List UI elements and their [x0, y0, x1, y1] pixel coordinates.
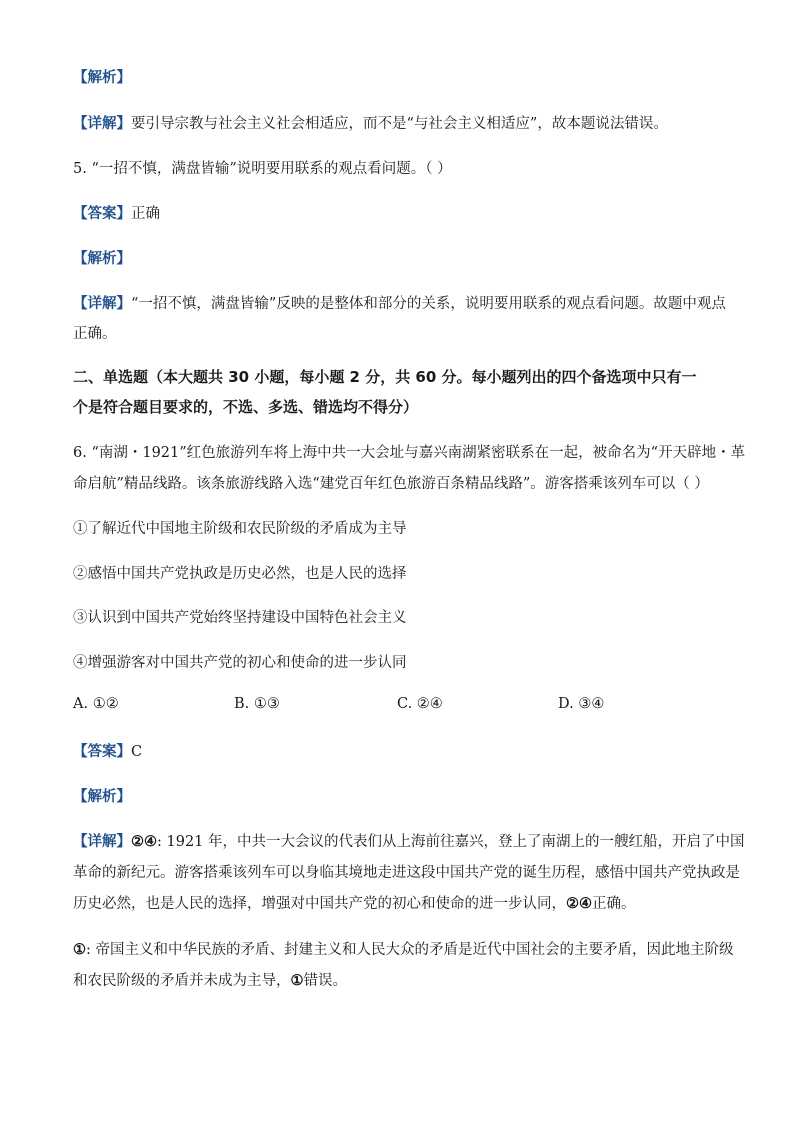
q6-detail-text-3-end: 正确。: [592, 896, 636, 912]
q6-statement-2: ②感悟中国共产党执政是历史必然，也是人民的选择: [73, 566, 407, 582]
q6-answer-line: [73, 740, 723, 761]
q6-stem-line-2: 命启航”精品线路。该条旅游线路入选“建党百年红色旅游百条精品线路”。游客搭乘该列车可以（ ）: [73, 476, 709, 492]
jiexi-label: 【解析】: [73, 789, 131, 805]
q5-detail-text-1: “一招不慎，满盘皆输”反映的是整体和部分的关系，说明要用联系的观点看问题。故题中观点: [131, 296, 726, 312]
q6-statement-1: ①了解近代中国地主阶级和农民阶级的矛盾成为主导: [73, 521, 407, 537]
option-c: C. ②④: [397, 696, 443, 712]
q5-question: 5. “一招不慎，满盘皆输”说明要用联系的观点看问题。（ ）: [73, 161, 452, 177]
q6-statement-3: ③认识到中国共产党始终坚持建设中国特色社会主义: [73, 610, 407, 626]
detail-marker: ②④: [131, 833, 157, 850]
note-marker: ①: [290, 972, 304, 989]
q6-note-text-1: : 帝国主义和中华民族的矛盾、封建主义和人民大众的矛盾是近代中国社会的主要矛盾，因此地主阶级: [86, 942, 734, 958]
section-title-line-2: 个是符合题目要求的，不选、多选、错选均不得分）: [73, 398, 419, 416]
option-a: A. ①②: [73, 696, 119, 712]
q4-detail-line: [73, 112, 723, 133]
q6-detail-line-3: [73, 892, 723, 913]
q6-detail-line-1: [73, 830, 745, 851]
q4-detail-text: 要引导宗教与社会主义社会相适应，而不是“与社会主义相适应”，故本题说法错误。: [131, 116, 668, 132]
q6-statement-4: ④增强游客对中国共产党的初心和使命的进一步认同: [73, 655, 407, 671]
xiangjie-label: 【详解】: [73, 834, 131, 850]
answer-label: 【答案】: [73, 744, 131, 760]
q6-answer: C: [131, 744, 143, 760]
xiangjie-label: 【详解】: [73, 296, 131, 312]
q6-stem-line-1: 6. “南湖・1921”红色旅游列车将上海中共一大会址与嘉兴南湖紧密联系在一起，被命名为“开天辟地・革: [73, 445, 746, 461]
section-title-line-1: 二、单选题（本大题共 30 小题，每小题 2 分，共 60 分。每小题列出的四个备选项中只有一: [73, 368, 697, 386]
q6-detail-text-1: : 1921 年，中共一大会议的代表们从上海前往嘉兴，登上了南湖上的一艘红船，开启了中国: [157, 834, 745, 850]
option-d: D. ③④: [558, 696, 605, 712]
q6-detail-line-2: 革命的新纪元。游客搭乘该列车可以身临其境地走进这段中国共产党的诞生历程，感悟中国共产党执政是: [73, 865, 740, 881]
jiexi-label: 【解析】: [73, 251, 131, 267]
q6-detail-text-3: 历史必然，也是人民的选择，增强对中国共产党的初心和使命的进一步认同，: [73, 896, 566, 912]
answer-label: 【答案】: [73, 206, 131, 222]
q6-note-text-2: 和农民阶级的矛盾并未成为主导，: [73, 973, 291, 989]
note-marker: ①: [73, 941, 86, 958]
q5-detail-line-1: [73, 292, 726, 313]
xiangjie-label: 【详解】: [73, 116, 131, 132]
q6-note-line-1: [73, 938, 734, 959]
q5-answer: 正确: [131, 206, 160, 222]
option-b: B. ①③: [234, 696, 280, 712]
jiexi-label: 【解析】: [73, 70, 131, 86]
q6-note-text-2-end: 错误。: [303, 973, 347, 989]
detail-marker: ②④: [566, 895, 592, 912]
q4-analysis-heading: [73, 66, 723, 87]
q5-analysis-heading: [73, 247, 723, 268]
q6-analysis-heading: [73, 785, 723, 806]
q6-note-line-2: [73, 969, 723, 990]
q5-detail-line-2: 正确。: [73, 326, 117, 342]
q5-answer-line: [73, 202, 723, 223]
